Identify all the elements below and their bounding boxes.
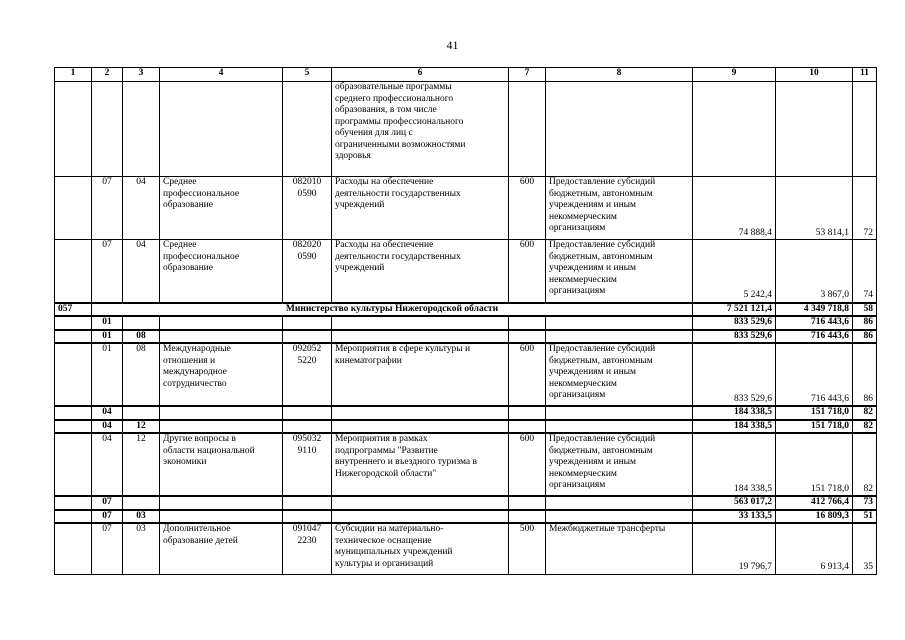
section-name: Среднее профессиональное образование bbox=[160, 177, 283, 240]
type-name: Предоставление субсидий бюджетным, автономным учреждениям и иным некоммерческим организациям bbox=[546, 240, 693, 303]
plan-value: 184 338,5 bbox=[693, 420, 776, 434]
col-header: 2 bbox=[92, 68, 123, 82]
section-name: Среднее профессиональное образование bbox=[160, 240, 283, 303]
type-code: 600 bbox=[509, 433, 546, 496]
subsection-code: 12 bbox=[123, 433, 160, 496]
subsection-row bbox=[55, 420, 877, 434]
plan-value: 7 521 121,4 bbox=[693, 303, 776, 317]
subsection-code: 03 bbox=[123, 523, 160, 574]
percent-value: 51 bbox=[853, 510, 877, 524]
section-name: Дополнительное образование детей bbox=[160, 523, 283, 574]
plan-value: 74 888,4 bbox=[693, 177, 776, 240]
col-header: 4 bbox=[160, 68, 283, 82]
percent-value: 86 bbox=[853, 343, 877, 406]
section-row bbox=[55, 496, 877, 510]
target-code: 082020 0590 bbox=[283, 240, 332, 303]
section-code: 01 bbox=[92, 330, 123, 344]
percent-value: 86 bbox=[853, 316, 877, 330]
actual-value: 16 809,3 bbox=[776, 510, 853, 524]
percent-value: 82 bbox=[853, 420, 877, 434]
actual-value: 716 443,6 bbox=[776, 343, 853, 406]
col-header: 6 bbox=[332, 68, 509, 82]
plan-value: 19 796,7 bbox=[693, 523, 776, 574]
target-code: 095032 9110 bbox=[283, 433, 332, 496]
target-code: 092052 5220 bbox=[283, 343, 332, 406]
ministry-code: 057 bbox=[55, 303, 92, 317]
col-header: 11 bbox=[853, 68, 877, 82]
plan-value: 833 529,6 bbox=[693, 330, 776, 344]
col-header: 5 bbox=[283, 68, 332, 82]
subsection-code: 04 bbox=[123, 240, 160, 303]
section-code: 07 bbox=[92, 523, 123, 574]
subsection-code: 04 bbox=[123, 177, 160, 240]
header-row bbox=[55, 68, 877, 82]
col-header: 7 bbox=[509, 68, 546, 82]
page-number: 41 bbox=[446, 38, 459, 52]
col-header: 8 bbox=[546, 68, 693, 82]
section-code: 07 bbox=[92, 177, 123, 240]
col-header: 3 bbox=[123, 68, 160, 82]
subsection-row bbox=[55, 510, 877, 524]
percent-value: 74 bbox=[853, 240, 877, 303]
type-code: 600 bbox=[509, 177, 546, 240]
plan-value: 184 338,5 bbox=[693, 433, 776, 496]
table-row bbox=[55, 82, 877, 177]
section-code: 07 bbox=[92, 240, 123, 303]
plan-value: 184 338,5 bbox=[693, 406, 776, 420]
section-code: 01 bbox=[92, 316, 123, 330]
ministry-row bbox=[55, 303, 877, 317]
section-row bbox=[55, 316, 877, 330]
type-name: Межбюджетные трансферты bbox=[546, 523, 693, 574]
purpose-cell: Расходы на обеспечение деятельности государственных учреждений bbox=[332, 240, 509, 303]
percent-value: 82 bbox=[853, 406, 877, 420]
type-code: 500 bbox=[509, 523, 546, 574]
ministry-title: Министерство культуры Нижегородской области bbox=[92, 303, 693, 317]
plan-value: 563 017,2 bbox=[693, 496, 776, 510]
section-code: 04 bbox=[92, 406, 123, 420]
actual-value: 151 718,0 bbox=[776, 420, 853, 434]
actual-value: 151 718,0 bbox=[776, 433, 853, 496]
plan-value: 833 529,6 bbox=[693, 316, 776, 330]
actual-value: 151 718,0 bbox=[776, 406, 853, 420]
percent-value: 58 bbox=[853, 303, 877, 317]
table-row bbox=[55, 523, 877, 574]
type-name: Предоставление субсидий бюджетным, автономным учреждениям и иным некоммерческим организациям bbox=[546, 177, 693, 240]
percent-value: 86 bbox=[853, 330, 877, 344]
section-code: 04 bbox=[92, 420, 123, 434]
table-row bbox=[55, 240, 877, 303]
budget-table bbox=[54, 67, 877, 575]
percent-value: 73 bbox=[853, 496, 877, 510]
actual-value: 716 443,6 bbox=[776, 330, 853, 344]
target-code: 091047 2230 bbox=[283, 523, 332, 574]
purpose-cell: Мероприятия в сфере культуры и кинематографии bbox=[332, 343, 509, 406]
section-code: 01 bbox=[92, 343, 123, 406]
percent-value: 35 bbox=[853, 523, 877, 574]
actual-value: 4 349 718,8 bbox=[776, 303, 853, 317]
purpose-cell: Субсидии на материально- техническое оснащение муниципальных учреждений культуры и организаций bbox=[332, 523, 509, 574]
actual-value: 6 913,4 bbox=[776, 523, 853, 574]
section-name: Другие вопросы в области национальной экономики bbox=[160, 433, 283, 496]
plan-value: 5 242,4 bbox=[693, 240, 776, 303]
plan-value: 33 133,5 bbox=[693, 510, 776, 524]
purpose-cell: Мероприятия в рамках подпрограммы "Развитие внутреннего и въездного туризма в Нижегородской области" bbox=[332, 433, 509, 496]
section-code: 04 bbox=[92, 433, 123, 496]
table-row bbox=[55, 177, 877, 240]
subsection-code: 03 bbox=[123, 510, 160, 524]
subsection-code: 12 bbox=[123, 420, 160, 434]
percent-value: 82 bbox=[853, 433, 877, 496]
plan-value: 833 529,6 bbox=[693, 343, 776, 406]
target-code: 082010 0590 bbox=[283, 177, 332, 240]
purpose-cell: образовательные программы среднего профессионального образования, в том числе программы профессионального обучения для лиц с ограниченными возможностями здоровья bbox=[332, 82, 509, 177]
col-header: 9 bbox=[693, 68, 776, 82]
type-code: 600 bbox=[509, 343, 546, 406]
actual-value: 412 766,4 bbox=[776, 496, 853, 510]
subsection-code: 08 bbox=[123, 343, 160, 406]
percent-value: 72 bbox=[853, 177, 877, 240]
actual-value: 716 443,6 bbox=[776, 316, 853, 330]
section-row bbox=[55, 406, 877, 420]
type-name: Предоставление субсидий бюджетным, автономным учреждениям и иным некоммерческим организациям bbox=[546, 343, 693, 406]
type-name: Предоставление субсидий бюджетным, автономным учреждениям и иным некоммерческим организациям bbox=[546, 433, 693, 496]
table-row bbox=[55, 433, 877, 496]
section-name: Международные отношения и международное сотрудничество bbox=[160, 343, 283, 406]
actual-value: 53 814,1 bbox=[776, 177, 853, 240]
subsection-row bbox=[55, 330, 877, 344]
section-code: 07 bbox=[92, 496, 123, 510]
table-row bbox=[55, 343, 877, 406]
section-code: 07 bbox=[92, 510, 123, 524]
purpose-cell: Расходы на обеспечение деятельности государственных учреждений bbox=[332, 177, 509, 240]
actual-value: 3 867,0 bbox=[776, 240, 853, 303]
col-header: 10 bbox=[776, 68, 853, 82]
col-header: 1 bbox=[55, 68, 92, 82]
subsection-code: 08 bbox=[123, 330, 160, 344]
type-code: 600 bbox=[509, 240, 546, 303]
